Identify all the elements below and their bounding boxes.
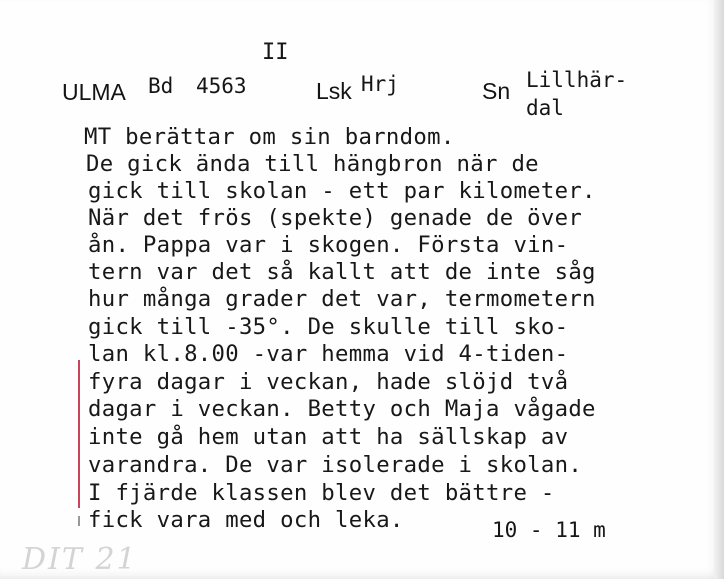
body-line: gick till -35°. De skulle till sko- — [88, 314, 569, 340]
margin-tick — [78, 516, 80, 526]
body-line: gick till skolan - ett par kilometer. — [88, 178, 596, 204]
body-line: hur många grader det var, termometern — [88, 286, 596, 312]
sn-value-line2: dal — [526, 96, 564, 120]
body-line: De gick ända till hängbron när de — [86, 151, 539, 177]
age-note: 10 - 11 m — [492, 518, 606, 542]
body-line: I fjärde klassen blev det bättre - — [88, 480, 555, 506]
body-line: varandra. De var isolerade i skolan. — [88, 452, 583, 478]
archive-name: ULMA — [62, 79, 126, 105]
corner-stamp: DIT 21 — [22, 542, 138, 577]
card-edge-shadow — [714, 0, 724, 579]
roman-numeral: II — [262, 40, 289, 65]
body-line: tern var det så kallt att de inte såg — [88, 259, 596, 285]
body-line: lan kl.8.00 -var hemma vid 4-tiden- — [88, 341, 569, 367]
sn-label: Sn — [482, 78, 511, 104]
body-line: fyra dagar i veckan, hade slöjd två — [88, 369, 569, 395]
lsk-label: Lsk — [316, 78, 352, 104]
bd-number: 4563 — [196, 74, 247, 98]
bd-label: Bd — [148, 74, 174, 98]
body-line: MT berättar om sin barndom. — [84, 124, 455, 150]
margin-mark — [78, 360, 80, 508]
body-line: ån. Pappa var i skogen. Första vin- — [88, 232, 569, 258]
body-line: När det frös (spekte) genade de över — [88, 205, 583, 231]
sn-value-line1: Lillhär- — [526, 68, 628, 92]
lsk-value: Hrj — [361, 72, 399, 96]
body-line: fick vara med och leka. — [88, 507, 404, 533]
body-line: dagar i veckan. Betty och Maja vågade — [88, 396, 596, 422]
body-line: inte gå hem utan att ha sällskap av — [88, 424, 569, 450]
